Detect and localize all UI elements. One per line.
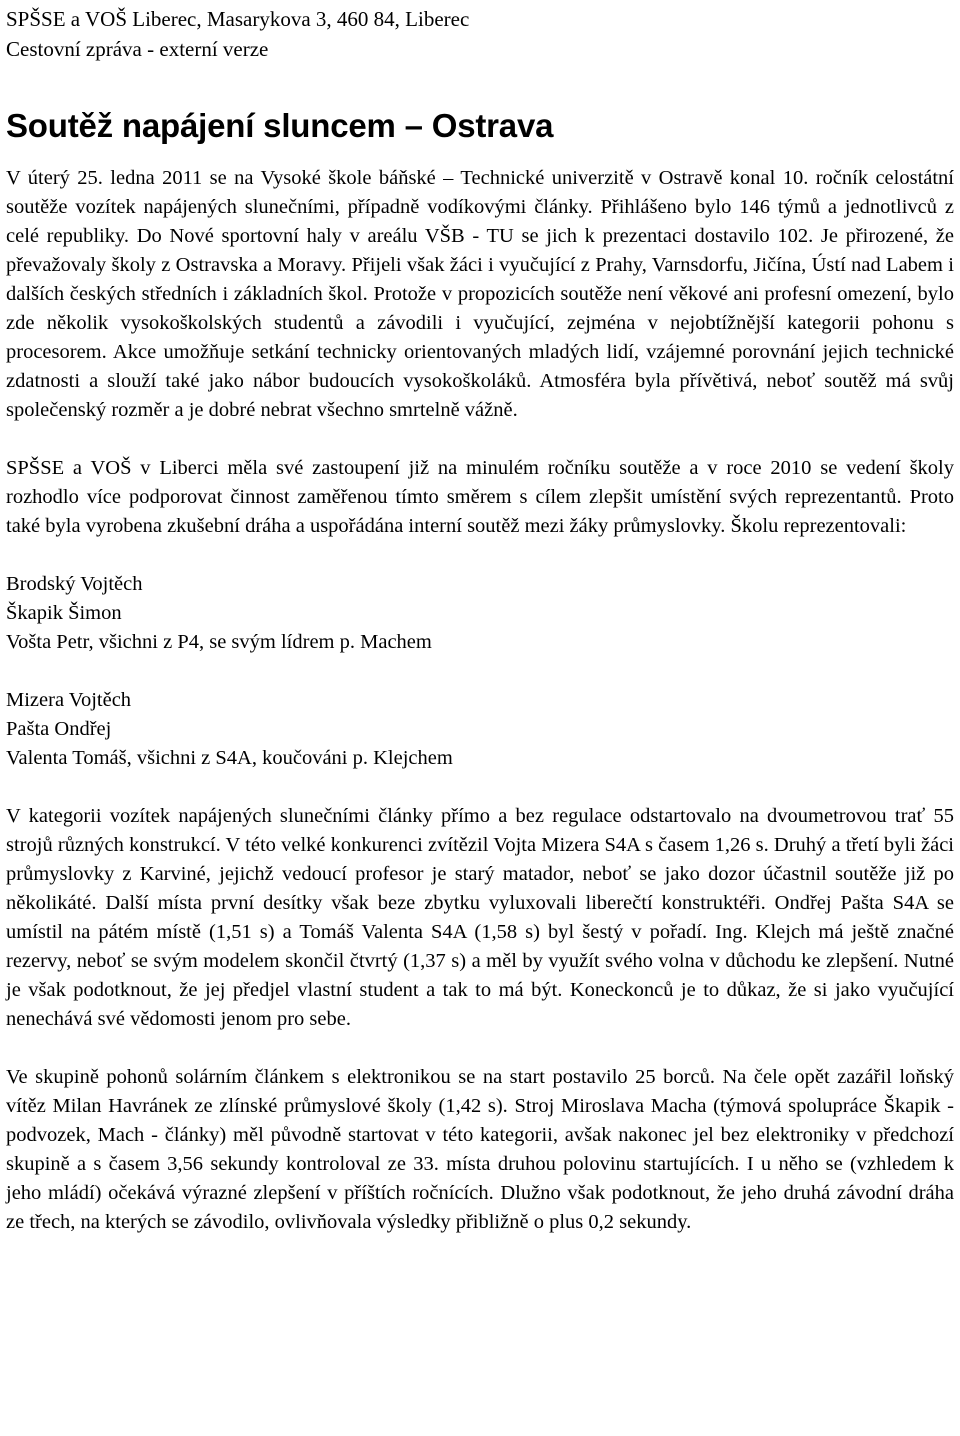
team-member: Brodský Vojtěch bbox=[6, 573, 143, 595]
report-subtitle: Cestovní zpráva - externí verze bbox=[6, 37, 269, 61]
team-list-p4 bbox=[6, 570, 954, 657]
report-title: Soutěž napájení sluncem – Ostrava bbox=[6, 107, 554, 144]
paragraph-results-direct: V kategorii vozítek napájených slunečními články přímo a bez regulace odstartovalo na dvoumetrovou trať 55 strojů různých konstrukcí. V této velké konkurenci zvítězil Vojta Mizera S4A s časem 1,26 s. Druhý a třetí byli žáci průmyslovky z Karviné, jejichž vedoucí profesor je starý matador, neboť se jako dozor účastnil soutěže již po několikáté. Další místa první desítky však beze zbytku vyluxovali liberečtí konstruktéři. Ondřej Pašta S4A se umístil na pátém místě (1,51 s) a Tomáš Valenta S4A (1,58 s) byl šestý v pořadí. Ing. Klejch má ještě značné rezervy, neboť se svým modelem skončil čtvrtý (1,37 s) a měl by využít svého volna v důchodu ke zlepšení. Nutné je však podotknout, že jej předjel vlastní student a tak to má být. Koneckonců je to důkaz, že si jako vyučující nenechává své vědomosti jenom pro sebe. bbox=[6, 805, 954, 1030]
paragraph-intro: V úterý 25. ledna 2011 se na Vysoké škole báňské – Technické univerzitě v Ostravě konal 10. ročník celostátní soutěže vozítek napájených slunečními, případně vodíkovými články. Přihlášeno bylo 146 týmů a jednotlivců z celé republiky. Do Nové sportovní haly v areálu VŠB - TU se jich k prezentaci dostavilo 102. Je přirozené, že převažovaly školy z Ostravska a Moravy. Přijeli však žáci i vyučující z Prahy, Varnsdorfu, Jičína, Ústí nad Labem i dalších českých středních i základních škol. Protože v propozicích soutěže není věkové ani profesní omezení, bylo zde několik vysokoškolských studentů a závodili i vyučující, zejména v nejobtížnější kategorii pohonu s procesorem. Akce umožňuje setkání technicky orientovaných mladých lidí, vzájemné porovnání jejich technické zdatnosti a slouží také jako nábor budoucích vysokoškoláků. Atmosféra byla přívětivá, neboť soutěž má svůj společenský rozměr a je dobré nebrat všechno smrtelně vážně. bbox=[6, 167, 954, 421]
team-member: Škapik Šimon bbox=[6, 602, 122, 624]
document-page bbox=[6, 4, 954, 1266]
paragraph-school: SPŠSE a VOŠ v Liberci měla své zastoupení již na minulém ročníku soutěže a v roce 2010 se vedení školy rozhodlo více podporovat činnost zaměřenou tímto směrem s cílem zlepšit umístění svých reprezentantů. Proto také byla vyrobena zkušební dráha a uspořádána interní soutěž mezi žáky průmyslovky. Školu reprezentovali: bbox=[6, 457, 954, 537]
team-member: Pašta Ondřej bbox=[6, 718, 112, 740]
team-member: Vošta Petr, všichni z P4, se svým lídrem p. Machem bbox=[6, 631, 432, 653]
school-address: SPŠSE a VOŠ Liberec, Masarykova 3, 460 84, Liberec bbox=[6, 7, 470, 31]
team-member: Mizera Vojtěch bbox=[6, 689, 132, 711]
team-member: Valenta Tomáš, všichni z S4A, koučováni p. Klejchem bbox=[6, 747, 453, 769]
team-list-s4a bbox=[6, 686, 954, 773]
paragraph-results-electronics: Ve skupině pohonů solárním článkem s elektronikou se na start postavilo 25 borců. Na čele opět zazářil loňský vítěz Milan Havránek ze zlínské průmyslové školy (1,42 s). Stroj Miroslava Macha (týmová spolupráce Škapik - podvozek, Mach - články) měl původně startovat v této kategorii, avšak nakonec jel bez elektroniky v předchozí skupině a s časem 3,56 sekundy kontroloval ze 33. místa druhou polovinu startujících. I u něho se (vzhledem k jeho mládí) očekává výrazné zlepšení v příštích ročnících. Dlužno však podotknout, že jeho druhá závodní dráha ze třech, na kterých se závodilo, ovlivňovala výsledky přibližně o plus 0,2 sekundy. bbox=[6, 1066, 954, 1233]
